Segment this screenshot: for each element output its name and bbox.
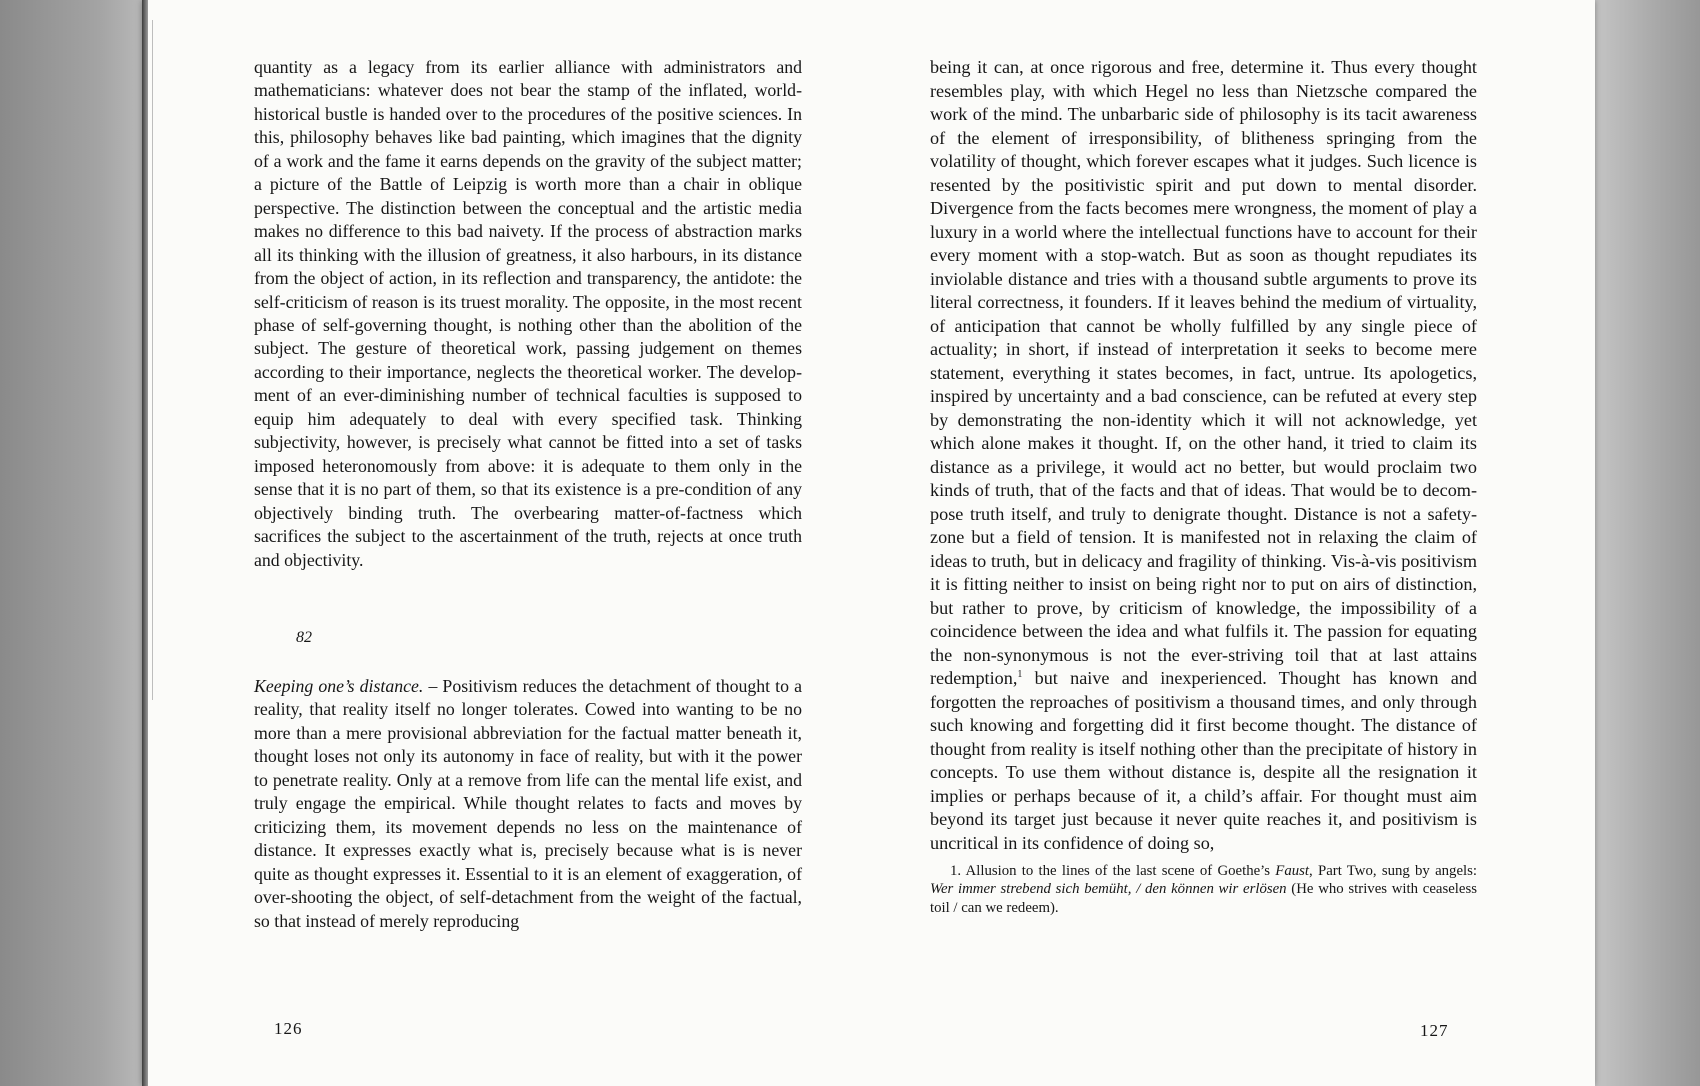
scanner-background-right xyxy=(1595,0,1700,1086)
binding-line xyxy=(152,20,153,700)
section-title: Keeping one’s distance. xyxy=(254,675,424,696)
footnote-work-title: Faust xyxy=(1275,863,1310,879)
footnote-text-b: , Part Two, sung by angels: xyxy=(1309,863,1477,879)
footnote-text-a: Allusion to the lines of the last scene of Goethe’s xyxy=(961,863,1276,879)
right-text-after-note: but naive and inexperienced. Thought has known and forgotten the reproaches of positivism a thousand times, and only through such knowing and forgetting did it first become thought. The distance of thought from reality is itself nothing other than the precipitate of history in concepts. To use them without distance is, despite all the resignation it implies or perhaps because of it, a child’s affair. For thought must aim beyond its target just because it never quite reaches it, and positivism is uncritical in its confidence of doing so, xyxy=(930,668,1477,853)
footnote-marker: 1. xyxy=(950,863,962,879)
section-82-paragraph xyxy=(254,675,802,933)
footnote-quote: Wer immer strebend sich bemüht, / den können wir erlösen xyxy=(930,881,1287,898)
scanner-background-left xyxy=(0,0,142,1086)
footnote-text-c: (He who strives with ceaseless toil / can we redeem). xyxy=(930,881,1477,916)
left-paragraph-continued: quantity as a legacy from its earlier alliance with administrators and mathematicians: whatever does not bear the stamp of the inflated, world-historical bustle is handed over to the procedures of the positive sciences. In this, philosophy behaves like bad painting, which imagines that the dignity of a work and the fame it earns depends on the gravity of the subject matter; a picture of the Battle of Leipzig is worth more than a chair in oblique perspective. The distinction between the conceptual and the artistic media makes no difference to this bad naivety. If the process of abstraction marks all its thinking with the illusion of greatness, it also harbours, in its distance from the object of action, in its reflection and transparency, the antidote: the self-criticism of reason is its truest morality. The opposite, in the most recent phase of self-governing thought, is nothing other than the abolition of the subject. The gesture of theoretical work, passing judgement on themes according to their importance, neglects the theoretical worker. The development of an ever-diminishing number of technical faculties is supposed to equip him adequately to deal with every specified task. Thinking subjectivity, however, is precisely what cannot be fitted into a set of tasks imposed heteronomously from above: it is adequate to them only in the sense that it is no part of them, so that its existence is a pre-condition of any objectively binding truth. The overbearing matter-of-factness which sacrifices the subject to the ascertainment of the truth, rejects at once truth and objectivity. xyxy=(254,57,802,570)
section-number: 82 xyxy=(296,628,312,646)
left-page xyxy=(254,56,802,933)
footnote xyxy=(930,862,1477,917)
right-paragraph xyxy=(930,56,1477,855)
page-number-right: 127 xyxy=(1420,1021,1449,1040)
right-page xyxy=(930,56,1477,917)
right-text-before-note: being it can, at once rigorous and free, determine it. Thus every thought resembles play, with which Hegel no less than Nietzsche compared the work of the mind. The unbarbaric side of philosophy is its tacit awareness of the element of irresponsibility, of blitheness springing from the volatility of thought, which forever escapes what it judges. Such licence is resented by the positivistic spirit and put down to mental disorder. Divergence from the facts becomes mere wrongness, the moment of play a luxury in a world where the intellectual functions have to account for their every moment with a stop-watch. But as soon as thought repudiates its inviolable distance and tries with a thousand subtle arguments to prove its literal correctness, it founders. If it leaves behind the medium of virtuality, of anticipation that cannot be wholly fulfilled by any single piece of actuality; in short, if instead of interpretation it seeks to become mere statement, everything it states becomes, in fact, untrue. Its apologetics, inspired by uncertainty and a bad conscience, can be refuted at every step by demonstrating the non-identity which it will not acknowledge, yet which alone makes it thought. If, on the other hand, it tried to claim its distance as a privilege, it would act no better, but would proclaim two kinds of truth, that of the facts and that of ideas. That would be to decompose truth itself, and truly to denigrate thought. Distance is not a safety-zone but a field of tension. It is manifested not in relaxing the claim of ideas to truth, but in delicacy and fragility of thinking. Vis-à-vis positivism it is fitting neither to insist on being right nor to put on airs of distinction, but rather to prove, by criticism of knowledge, the impossibility of a coincidence between the idea and what fulfils it. The passion for equating the non-synonymous is not the ever-striving toil that at last attains redemption, xyxy=(930,57,1477,688)
footnote-reference: 1 xyxy=(1017,668,1023,680)
binding-edge xyxy=(142,0,148,1086)
page-number-left: 126 xyxy=(274,1019,303,1038)
section-82-text: – Positivism reduces the detachment of thought to a reality, that reality itself no longer tolerates. Cowed into wanting to be no more than a mere provisional abbreviation for the factual matter beneath it, thought loses not only its autonomy in face of reality, but with it the power to penetrate reality. Only at a remove from life can the mental life exist, and truly engage the empirical. While thought relates to facts and moves by criticizing them, its movement depends no less on the maintenance of distance. It expresses exactly what is, precisely because what is is never quite as thought expresses it. Essential to it is an element of exaggeration, of over-shooting the object, of self-detachment from the weight of the factual, so that instead of merely reproducing xyxy=(254,675,802,931)
